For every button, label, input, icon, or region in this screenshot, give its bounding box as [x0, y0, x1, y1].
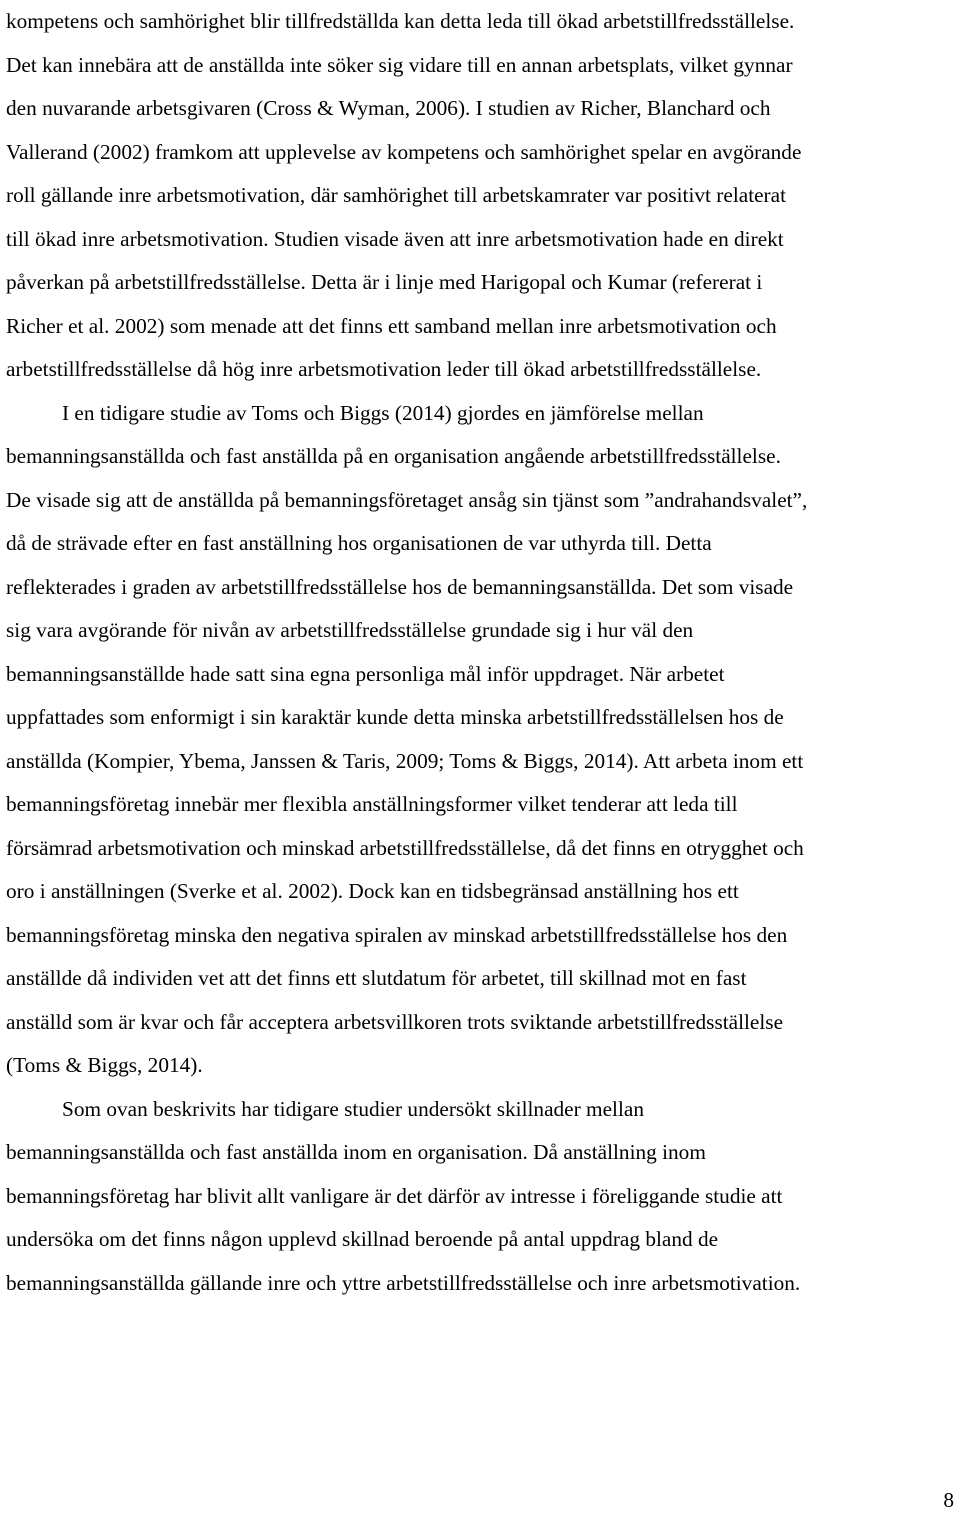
text-line: De visade sig att de anställda på bemanningsföretaget ansåg sin tjänst som ”andrahandsvalet”, — [6, 487, 808, 512]
page-number: 8 — [943, 1488, 954, 1512]
text-line: bemanningsföretag har blivit allt vanligare är det därför av intresse i föreliggande studie att — [6, 1183, 783, 1208]
text-line: (Toms & Biggs, 2014). — [6, 1053, 203, 1077]
text-line: då de strävade efter en fast anställning hos organisationen de var uthyrda till. Detta — [6, 531, 712, 555]
text-line: bemanningsanställda och fast anställda inom en organisation. Då anställning inom — [6, 1140, 706, 1164]
text-line: bemanningsföretag innebär mer flexibla anställningsformer vilket tenderar att leda till — [6, 792, 738, 816]
text-line: till ökad inre arbetsmotivation. Studien visade även att inre arbetsmotivation hade en direkt — [6, 226, 784, 251]
text-line: roll gällande inre arbetsmotivation, där samhörighet till arbetskamrater var positivt relaterat — [6, 183, 787, 207]
text-line: kompetens och samhörighet blir tillfredställda kan detta leda till ökad arbetstillfredsställelse. — [6, 9, 795, 33]
text-line: Det kan innebära att de anställda inte söker sig vidare till en annan arbetsplats, vilket gynnar — [6, 52, 793, 77]
body-text — [6, 0, 960, 1305]
text-line: sig vara avgörande för nivån av arbetstillfredsställelse grundade sig i hur väl den — [6, 618, 694, 642]
text-line: oro i anställningen (Sverke et al. 2002). Dock kan en tidsbegränsad anställning hos ett — [6, 879, 739, 903]
text-line: reflekterades i graden av arbetstillfredsställelse hos de bemanningsanställda. Det som visade — [6, 574, 794, 599]
paragraph-start-line: I en tidigare studie av Toms och Biggs (2014) gjordes en jämförelse mellan — [62, 400, 704, 425]
text-line: arbetstillfredsställelse då hög inre arbetsmotivation leder till ökad arbetstillfredsställelse. — [6, 357, 762, 381]
text-line: bemanningsanställda gällande inre och yttre arbetstillfredsställelse och inre arbetsmotivation. — [6, 1270, 801, 1295]
text-line: anställd som är kvar och får acceptera arbetsvillkoren trots sviktande arbetstillfredsställelse — [6, 1009, 784, 1034]
text-line: Richer et al. 2002) som menade att det finns ett samband mellan inre arbetsmotivation och — [6, 313, 777, 338]
text-line: påverkan på arbetstillfredsställelse. Detta är i linje med Harigopal och Kumar (refererat i — [6, 270, 763, 294]
text-line: anställde då individen vet att det finns ett slutdatum för arbetet, till skillnad mot en fast — [6, 966, 747, 990]
text-line: försämrad arbetsmotivation och minskad arbetstillfredsställelse, då det finns en otrygghet och — [6, 835, 804, 860]
text-line: bemanningsanställde hade satt sina egna personliga mål inför uppdraget. När arbetet — [6, 661, 725, 686]
text-line: Vallerand (2002) framkom att upplevelse av kompetens och samhörighet spelar en avgörande — [6, 139, 802, 164]
text-line: uppfattades som enformigt i sin karaktär kunde detta minska arbetstillfredsställelsen hos de — [6, 705, 784, 729]
text-line: den nuvarande arbetsgivaren (Cross & Wyman, 2006). I studien av Richer, Blanchard och — [6, 96, 771, 120]
text-line: bemanningsanställda och fast anställda på en organisation angående arbetstillfredsställelse. — [6, 444, 781, 468]
text-line: anställda (Kompier, Ybema, Janssen & Taris, 2009; Toms & Biggs, 2014). Att arbeta inom ett — [6, 748, 804, 773]
text-line: bemanningsföretag minska den negativa spiralen av minskad arbetstillfredsställelse hos den — [6, 922, 788, 947]
paragraph-start-line: Som ovan beskrivits har tidigare studier undersökt skillnader mellan — [62, 1096, 644, 1121]
text-line: undersöka om det finns någon upplevd skillnad beroende på antal uppdrag bland de — [6, 1227, 719, 1251]
